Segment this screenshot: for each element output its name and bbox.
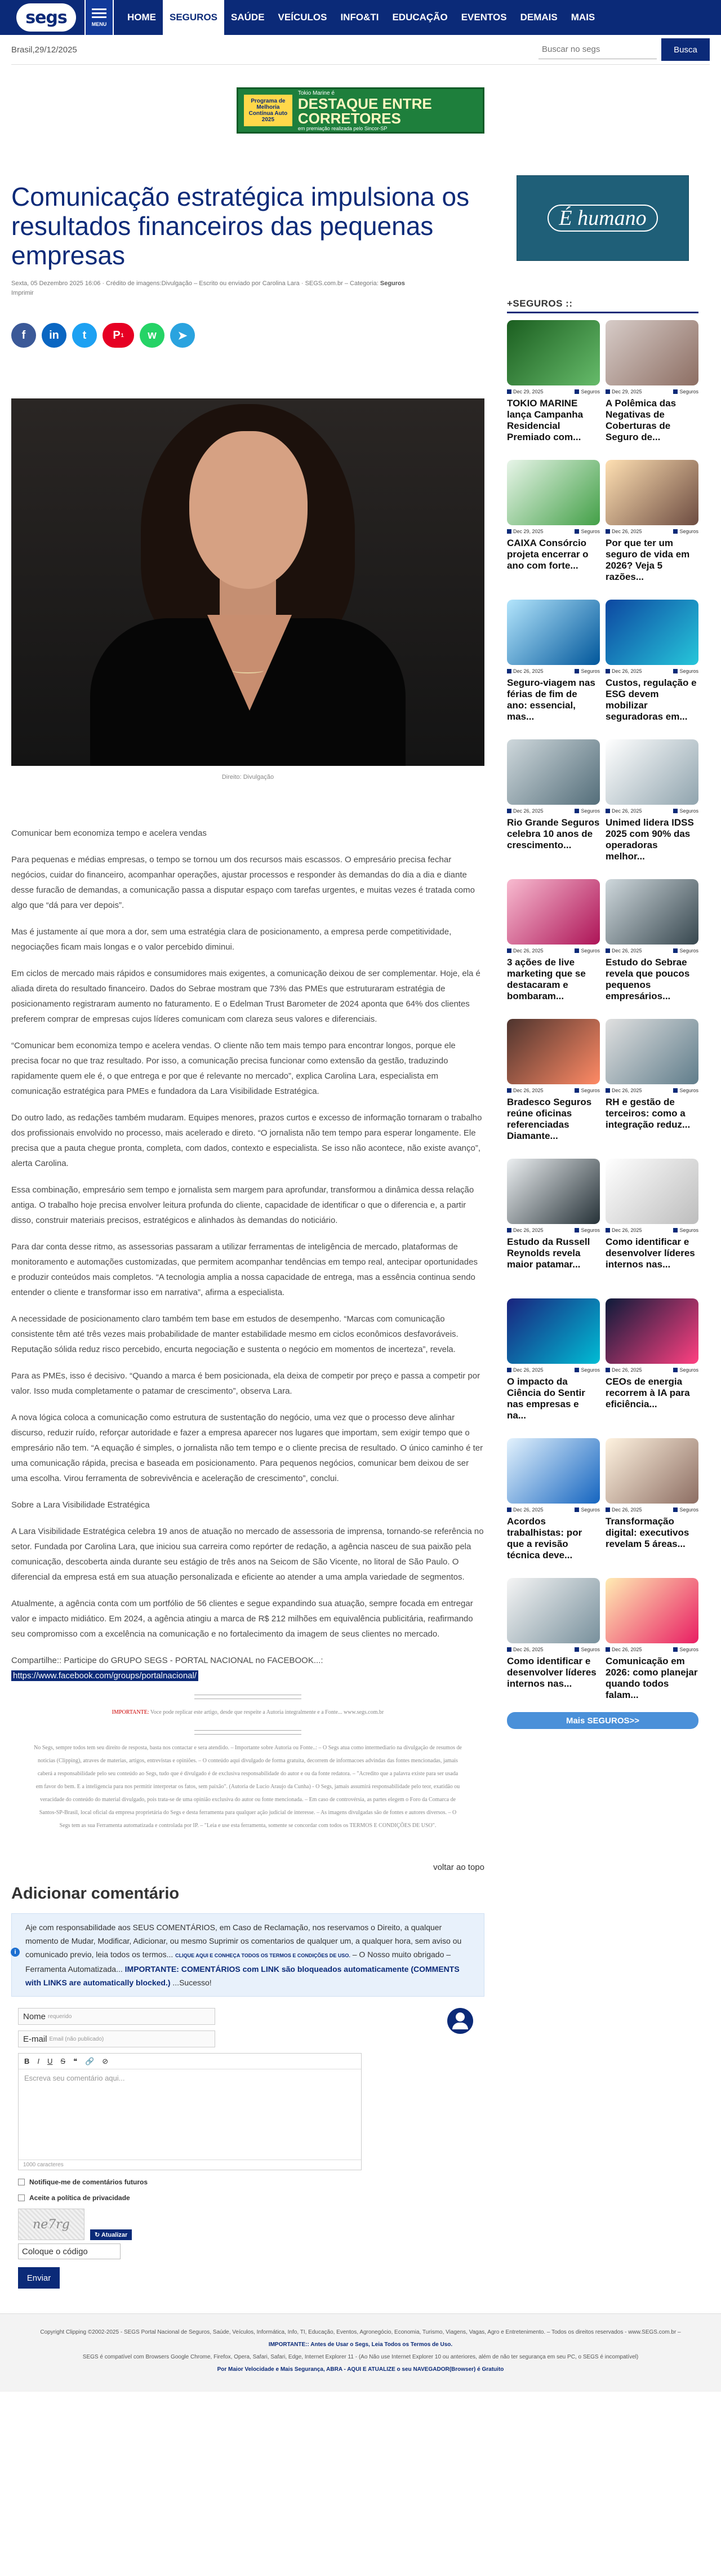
date-label: Dec 29, 2025	[606, 389, 642, 394]
news-card[interactable]	[606, 739, 698, 874]
date-label: Dec 26, 2025	[507, 1507, 544, 1513]
share-line: Compartilhe:: Participe do GRUPO SEGS - PORTAL NACIONAL no FACEBOOK...:	[11, 1656, 323, 1665]
news-title[interactable]: Estudo da Russell Reynolds revela maior patamar...	[507, 1236, 590, 1270]
terms-link[interactable]: CLIQUE AQUI E CONHEÇA TODOS OS TERMOS E CONDIÇÕES DE USO.	[175, 1953, 350, 1958]
calendar-icon	[606, 529, 610, 534]
logo-text: segs	[25, 7, 67, 28]
clear-format-icon[interactable]: ⊘	[102, 2056, 109, 2065]
user-avatar-icon	[447, 2008, 473, 2034]
date-label: Dec 26, 2025	[507, 1647, 544, 1652]
date-label: Dec 26, 2025	[606, 1507, 642, 1513]
news-card[interactable]	[606, 320, 698, 454]
submit-comment-button[interactable]: Enviar	[18, 2267, 60, 2289]
menu-button[interactable]	[84, 0, 114, 35]
disclaimer	[11, 1706, 484, 1719]
calendar-icon	[507, 1228, 511, 1232]
calendar-icon	[606, 389, 610, 394]
news-grid	[507, 320, 698, 1712]
news-title[interactable]: Comunicação em 2026: como planejar quando todos falam...	[606, 1656, 698, 1700]
underline-icon[interactable]: U	[47, 2057, 53, 2065]
news-card[interactable]	[606, 879, 698, 1013]
category-tag[interactable]: Seguros	[575, 668, 600, 674]
footer	[0, 2313, 721, 2392]
folder-icon	[575, 809, 579, 813]
footer-update-browser-link[interactable]: Por Maior Velocidade e Mais Segurança, ABRA - AQUI E ATUALIZE o seu NAVEGADOR(Browser) é Gratuito	[217, 2366, 504, 2373]
name-label: Nome	[23, 2011, 46, 2021]
nav-saude[interactable]: SAÚDE	[231, 12, 265, 23]
calendar-icon	[507, 389, 511, 394]
search-button[interactable]: Busca	[661, 38, 710, 61]
news-thumbnail[interactable]	[606, 739, 698, 805]
folder-icon	[575, 1508, 579, 1512]
category-tag[interactable]: Seguros	[673, 1227, 698, 1233]
footer-browser-note: SEGS é compatível com Browsers Google Chrome, Firefox, Opera, Safari, Safari, Edge, Internet Explorer 11 - (Ao Não use Internet Explorer 10 ou anteriores, além de não ter segurança em seu PC, o SEGS é incompatível)	[82, 2354, 639, 2360]
sidebar-ad[interactable]	[517, 175, 689, 261]
news-title[interactable]: 3 ações de live marketing que se destacaram e bombaram...	[507, 957, 586, 1001]
date-label: Dec 26, 2025	[507, 1088, 544, 1093]
news-thumbnail[interactable]	[507, 1298, 600, 1364]
article-photo	[11, 398, 484, 766]
news-thumbnail[interactable]	[606, 1438, 698, 1504]
news-card[interactable]	[606, 1298, 698, 1433]
notice-text: Aje com responsabilidade aos SEUS COMENTÁRIOS, em Caso de Reclamação, nos reservamos o Direito, a qualquer momento de Mudar, Modificar, Adicionar, ou mesmo Suprimir os comentarios de qualquer um, a qualquer hora, sem aviso ou comunicado previo, leia todos os termos...	[25, 1923, 462, 1959]
current-date: Brasil,29/12/2025	[11, 45, 77, 55]
news-card[interactable]	[606, 1578, 698, 1712]
name-hint: requerido	[48, 2013, 72, 2020]
paragraph: Mas é justamente aí que mora a dor, sem uma estratégia clara de posicionamento, a empresa perde competitividade, negociações ficam mais longas e o valor percebido diminui.	[11, 927, 452, 952]
italic-icon[interactable]: I	[37, 2057, 40, 2065]
calendar-icon	[507, 948, 511, 953]
news-card[interactable]	[507, 460, 600, 594]
date-label: Dec 29, 2025	[507, 389, 544, 394]
search-form	[538, 38, 710, 61]
news-card[interactable]	[606, 1159, 698, 1293]
news-thumbnail[interactable]	[606, 1578, 698, 1643]
calendar-icon	[507, 1368, 511, 1372]
category-link[interactable]: Seguros	[380, 280, 405, 287]
date-label: Dec 26, 2025	[507, 1367, 544, 1373]
news-thumbnail[interactable]	[507, 1578, 600, 1643]
news-title[interactable]: Unimed lidera IDSS 2025 com 90% das operadoras melhor...	[606, 817, 694, 862]
news-title[interactable]: CEOs de energia recorrem à IA para eficiência...	[606, 1376, 690, 1409]
comment-section	[11, 1885, 484, 2289]
comment-textarea[interactable]: Escreva seu comentário aqui...	[24, 2074, 125, 2082]
news-thumbnail[interactable]	[507, 460, 600, 525]
pinterest-icon[interactable]: P 1	[103, 323, 134, 348]
news-thumbnail[interactable]	[507, 320, 600, 385]
notice-text-2: – O Nosso muito obrigado – Ferramenta Automatizada...	[25, 1950, 451, 1974]
news-thumbnail[interactable]	[507, 1438, 600, 1504]
calendar-icon	[606, 948, 610, 953]
share-buttons	[11, 323, 484, 348]
paragraph: A necessidade de posicionamento claro também tem base em estudos de desempenho. “Marcas com comunicação consistente têm até três vezes mais probabilidade de manter estabilidade mesmo em ciclos econômicos desfavoráveis. Reputação sólida reduz risco percebido, encurta negociação e sustenta o negócio em momentos de incerteza”, revela.	[11, 1314, 459, 1354]
category-tag[interactable]: Seguros	[575, 529, 600, 534]
news-title[interactable]: Rio Grande Seguros celebra 10 anos de crescimento...	[507, 817, 600, 850]
article	[11, 182, 484, 2289]
paragraph: Para pequenas e médias empresas, o tempo se tornou um dos recursos mais escassos. O empresário precisa fechar negócios, cuidar do financeiro, acompanhar operações, ajustar processos e responder às demandas do dia a dia e diante desse furacão de demandas, a comunicação passa a disputar espaço com tarefas urgentes, e muitas vezes é tratada como algo que “dá para ver depois”.	[11, 855, 475, 910]
divider	[194, 1695, 301, 1699]
email-hint: Email (não publicado)	[49, 2036, 104, 2042]
news-card[interactable]	[507, 1298, 600, 1433]
folder-icon	[575, 1088, 579, 1093]
news-card[interactable]	[606, 1019, 698, 1153]
calendar-icon	[507, 1508, 511, 1512]
news-thumbnail[interactable]	[606, 1159, 698, 1224]
calendar-icon	[606, 1368, 610, 1372]
notice-end: ...Sucesso!	[172, 1978, 212, 1987]
date-label: Dec 26, 2025	[606, 668, 642, 674]
news-card[interactable]	[507, 1578, 600, 1712]
news-title[interactable]: Acordos trabalhistas: por que a revisão técnica deve...	[507, 1516, 582, 1560]
news-thumbnail[interactable]	[507, 600, 600, 665]
captcha-refresh-button[interactable]: ↻ Atualizar	[90, 2229, 132, 2240]
policy-checkbox[interactable]	[18, 2194, 25, 2201]
news-thumbnail[interactable]	[606, 600, 698, 665]
paragraph: “Comunicar bem economiza tempo e acelera vendas. O cliente não tem mais tempo para encontrar longos, porque ele precisa focar no que traz resultado. Por isso, a comunicação precisa funcionar como extensão da gestão, traduzindo rapidamente quem ele é, o que entrega e por que é relevante no mercado”, explica Carolina Lara, especialista em comunicação estratégica para PMEs e fundadora da Lara Visibilidade Estratégica.	[11, 1041, 456, 1096]
top-navigation	[0, 0, 721, 65]
folder-icon	[575, 1228, 579, 1232]
strike-icon[interactable]: S	[60, 2057, 66, 2065]
category-tag[interactable]: Seguros	[673, 948, 698, 954]
email-field[interactable]	[18, 2030, 215, 2047]
captcha-image: ne7rg	[18, 2209, 84, 2240]
calendar-icon	[606, 669, 610, 673]
paragraph: A nova lógica coloca a comunicação como estrutura de sustentação do negócio, uma vez que o processo deve alinhar discurso, reduzir ruído, reforçar autoridade e fazer a empresa aparecer nos lugares que importam, sem exigir tempo que o empresário não tem. “A equação é simples, o jornalista não tem tempo e o cliente precisa de resultado. O único caminho é ter uma comunicação rápida, precisa e baseada em posicionamento. Para pequenos negócios, comunicar bem deixou de ser uma escolha. Virou ferramenta de sobrevivência e aceleração de crescimento”, conclui.	[11, 1413, 483, 1483]
top-ad-banner[interactable]	[237, 87, 484, 134]
paragraph: Sobre a Lara Visibilidade Estratégica	[11, 1500, 150, 1510]
category-tag[interactable]: Seguros	[673, 529, 698, 534]
category-tag[interactable]: Seguros	[575, 1507, 600, 1513]
category-tag[interactable]: Seguros	[575, 1367, 600, 1373]
nav-educacao[interactable]: EDUCAÇÃO	[392, 12, 448, 23]
news-card[interactable]	[507, 320, 600, 454]
paragraph: Em ciclos de mercado mais rápidos e consumidores mais exigentes, a comunicação deixou de ser complementar. Hoje, ela é aliada direta do resultado financeiro. Dados do Sebrae mostram que 73% das PMEs que estruturaram estratégia de posicionamento registraram aumento no faturamento. E o Edelman Trust Barometer de 2024 aponta que 64% dos clientes preferem comprar de empresas cujos líderes comunicam com clareza seus valores e diferenciais.	[11, 969, 480, 1024]
category-tag[interactable]: Seguros	[575, 948, 600, 954]
news-title[interactable]: CAIXA Consórcio projeta encerrar o ano com forte...	[507, 538, 589, 571]
captcha-input[interactable]: Coloque o código	[18, 2244, 121, 2259]
paragraph: Comunicar bem economiza tempo e acelera vendas	[11, 828, 207, 838]
menu-label: MENU	[91, 21, 107, 27]
date-label: Dec 26, 2025	[606, 529, 642, 534]
folder-icon	[575, 1368, 579, 1372]
news-thumbnail[interactable]	[507, 1019, 600, 1084]
calendar-icon	[507, 529, 511, 534]
meta-text: Sexta, 05 Dezembro 2025 16:06 · Crédito de imagens:Divulgação – Escrito ou enviado por Carolina Lara · SEGS.com.br – Categoria:	[11, 280, 379, 287]
date-label: Dec 26, 2025	[507, 808, 544, 814]
news-card[interactable]	[507, 1438, 600, 1572]
linkedin-icon[interactable]: in	[42, 323, 66, 348]
calendar-icon	[606, 1508, 610, 1512]
nav-veiculos[interactable]: VEÍCULOS	[278, 12, 327, 23]
date-label: Dec 26, 2025	[606, 948, 642, 954]
nav-seguros[interactable]: SEGUROS	[163, 0, 224, 35]
date-label: Dec 26, 2025	[507, 948, 544, 954]
main-nav	[121, 0, 602, 35]
sidebar-section-title: +SEGUROS ::	[507, 298, 698, 313]
news-title[interactable]: A Polêmica das Negativas de Coberturas de Seguro de...	[606, 398, 677, 442]
category-tag[interactable]: Seguros	[673, 1507, 698, 1513]
article-body	[11, 826, 484, 1683]
calendar-icon	[507, 1088, 511, 1093]
disclaimer-important: IMPORTANTE:	[112, 1709, 149, 1715]
link-icon[interactable]: 🔗	[85, 2056, 95, 2065]
category-tag[interactable]: Seguros	[673, 1647, 698, 1652]
category-tag[interactable]: Seguros	[673, 808, 698, 814]
news-title[interactable]: Custos, regulação e ESG devem mobilizar seguradoras em...	[606, 677, 697, 722]
folder-icon	[575, 389, 579, 394]
date-label: Dec 26, 2025	[606, 808, 642, 814]
folder-icon	[673, 1368, 678, 1372]
category-tag[interactable]: Seguros	[575, 389, 600, 394]
folder-icon	[575, 669, 579, 673]
article-meta	[11, 279, 484, 298]
news-thumbnail[interactable]	[606, 879, 698, 945]
paragraph: Do outro lado, as redações também mudaram. Equipes menores, prazos curtos e excesso de informação tornaram o trabalho dos profissionais envolvido no processo, mais acelerado e direto. “O jornalista não tem tempo para esperar longamente. Ele precisa que a pauta chegue pronta, completa, com dados, contexto e especialista. Se isso não acontece, não existe avanço”, alerta Carolina.	[11, 1113, 482, 1168]
editor-toolbar	[19, 2054, 361, 2069]
banner-foot: em premiação realizada pelo Sincor-SP	[297, 125, 388, 131]
date-label: Dec 29, 2025	[507, 529, 544, 534]
divider	[194, 1730, 301, 1735]
disclaimer-body: No Segs, sempre todos tem seu direito de resposta, basta nos contactar e sera atendido. – Importante sobre Autoria ou Fonte..: – O Segs atua como intermediario na divulgação de resumos de noticias (Clipping), atraves de materias, artigos, entrevistas e opiniões. – O conteúdo aqui divulgado de forma gratuita, decorrem de informacoes advindas das fontes mencionadas, jamais caberá a responsabilidade pelo seu conteúdo ao Segs, tudo que é divulgado é de exclusiva responsabilidade do autor e ou da fonte redatora. – "Acredito que a palavra existe para ser usada em favor do bem. E a inteligencia para nos permitir interpretar os fatos, sem paixão". (Autoria de Lucio Araujo da Cunha) - O Segs, jamais assumirá responsabilidade pelo teor, exatidão ou veracidade do conteúdo do material divulgado, pois trata-se de uma opinião exclusiva do autor ou fonte mencionada. – Em caso de controvérsia, as partes elegem o Foro da Comarca de Santos-SP-Brasil, local oficial da empresa proprietária do Segs e desta ferramenta para qualquer ação judicial de interesse. – As imagens divulgadas são de fontes e autores diversos. – O Segs tem as sua Ferramenta automatizada e controlada por IP. – "Leia e use esta ferramenta, somente se concordar com todos os TERMOS E CONDIÇÕES DE USO".	[34, 1745, 462, 1829]
notify-checkbox[interactable]	[18, 2179, 25, 2185]
category-tag[interactable]: Seguros	[673, 1088, 698, 1093]
news-title[interactable]: Estudo do Sebrae revela que poucos pequenos empresários...	[606, 957, 690, 1001]
news-title[interactable]: Seguro-viagem nas férias de fim de ano: essencial, mas...	[507, 677, 595, 722]
facebook-icon[interactable]: f	[11, 323, 36, 348]
news-title[interactable]: RH e gestão de terceiros: como a integração reduz...	[606, 1097, 691, 1130]
comment-form	[11, 2008, 484, 2289]
category-tag[interactable]: Seguros	[575, 1088, 600, 1093]
bold-icon[interactable]: B	[24, 2057, 30, 2065]
paragraph: A Lara Visibilidade Estratégica celebra 19 anos de atuação no mercado de assessoria de imprensa, tornando-se referência no setor. Fundada por Carolina Lara, que iniciou sua carreira como repórter de redação, a agência nasceu de sua paixão pela comunicação, descoberta ainda durante seu estágio de três anos na Seicom de São Vicente, no litoral de São Paulo. O diferencial da empresa está em sua atuação personalizada e eficiente ao atender a uma ampla variedade de segmentos.	[11, 1527, 484, 1582]
news-title[interactable]: Como identificar e desenvolver líderes internos nas...	[507, 1656, 597, 1689]
news-title[interactable]: Bradesco Seguros reúne oficinas referenciadas Diamante...	[507, 1097, 592, 1141]
comment-editor	[18, 2053, 362, 2170]
calendar-icon	[507, 1647, 511, 1652]
news-card[interactable]	[606, 460, 698, 594]
category-tag[interactable]: Seguros	[575, 808, 600, 814]
date-label: Dec 26, 2025	[606, 1088, 642, 1093]
paragraph: Para dar conta desse ritmo, as assessorias passaram a utilizar ferramentas de inteligência de mercado, plataformas de monitoramento e automações customizadas, que permitem acompanhar tendências em tempo real, antecipar oportunidades e produzir conteúdos mais completos. “A tecnologia amplia a nossa capacidade de entrega, mas a essência continua sendo entender o cliente e transformar isso em narrativa”, afirma a especialista.	[11, 1242, 478, 1297]
policy-label: Aceite a política de privacidade	[29, 2194, 130, 2202]
news-thumbnail[interactable]	[606, 1298, 698, 1364]
news-card[interactable]	[507, 879, 600, 1013]
news-thumbnail[interactable]	[606, 1019, 698, 1084]
banner-headline: DESTAQUE ENTRE CORRETORES	[297, 95, 432, 127]
email-label: E-mail	[23, 2034, 47, 2044]
name-field[interactable]	[18, 2008, 215, 2025]
nav-info-ti[interactable]: INFO&TI	[340, 12, 379, 23]
notify-label: Notifique-me de comentários futuros	[29, 2178, 148, 2186]
whatsapp-icon[interactable]: w	[140, 323, 164, 348]
article-title: Comunicação estratégica impulsiona os resultados financeiros das pequenas empresas	[11, 182, 470, 270]
quote-icon[interactable]: ❝	[73, 2056, 78, 2065]
category-tag[interactable]: Seguros	[575, 1647, 600, 1652]
news-card[interactable]	[507, 739, 600, 874]
banner-badge: Programa de Melhoria Contínua Auto 2025	[244, 95, 292, 126]
news-thumbnail[interactable]	[507, 879, 600, 945]
facebook-group-link[interactable]: https://www.facebook.com/groups/portalnacional/	[11, 1670, 198, 1681]
news-card[interactable]	[606, 1438, 698, 1572]
news-card[interactable]	[507, 1159, 600, 1293]
folder-icon	[673, 1647, 678, 1652]
twitter-icon[interactable]: t	[72, 323, 97, 348]
nav-eventos[interactable]: EVENTOS	[461, 12, 507, 23]
category-tag[interactable]: Seguros	[575, 1227, 600, 1233]
folder-icon	[673, 389, 678, 394]
calendar-icon	[507, 669, 511, 673]
date-label: Dec 26, 2025	[507, 1227, 544, 1233]
folder-icon	[673, 948, 678, 953]
hamburger-icon	[92, 8, 106, 10]
news-title[interactable]: Por que ter um seguro de vida em 2026? Veja 5 razões...	[606, 538, 690, 582]
share-count: 1	[121, 332, 124, 338]
paragraph: Para as PMEs, isso é decisivo. “Quando a marca é bem posicionada, ela deixa de competir por preço e passa a competir por valor. Isso muda completamente o patamar de crescimento”, observa Lara.	[11, 1371, 480, 1396]
category-tag[interactable]: Seguros	[673, 389, 698, 394]
news-title[interactable]: Transformação digital: executivos revelam 5 áreas...	[606, 1516, 689, 1549]
back-to-top-link[interactable]: voltar ao topo	[433, 1863, 484, 1872]
footer-terms-link[interactable]: IMPORTANTE:: Antes de Usar o Segs, Leia Todos os Termos de Uso.	[268, 2342, 453, 2348]
comment-title: Adicionar comentário	[11, 1885, 180, 1903]
banner-small: Tokio Marine é	[297, 90, 335, 96]
category-tag[interactable]: Seguros	[673, 668, 698, 674]
ad-text: É humano	[548, 205, 657, 232]
more-seguros-button[interactable]: Mais SEGUROS>>	[507, 1712, 698, 1729]
news-thumbnail[interactable]	[606, 460, 698, 525]
paragraph: Atualmente, a agência conta com um portfólio de 56 clientes e segue expandindo sua atuação, sempre focada em entregar valor e impacto midiático. Em 2024, a agência atingiu a marca de R$ 212 milhões em equivalência publicitária, reafirmando seu compromisso com a excelência na comunicação e no fortalecimento da imagem de seus clientes no mercado.	[11, 1599, 473, 1639]
calendar-icon	[606, 809, 610, 813]
print-link[interactable]: Imprimir	[11, 290, 34, 296]
date-label: Dec 26, 2025	[606, 1647, 642, 1652]
nav-mais[interactable]: MAIS	[571, 12, 595, 23]
photo-caption: Direito: Divulgação	[221, 774, 274, 781]
news-card[interactable]	[507, 600, 600, 734]
disclaimer-line-1: Voce pode replicar este artigo, desde que respeite a Autoria integralmente e a Fonte... www.segs.com.br	[150, 1709, 384, 1715]
paragraph: Essa combinação, empresário sem tempo e jornalista sem margem para aprofundar, transformou a dinâmica dessa relação antiga. O trabalho hoje precisa envolver leitura profunda do cliente, capacidade de identificar o que o diferencia e, a partir disso, construir materiais precisos, estratégicos e alinhados às demandas do noticiário.	[11, 1185, 474, 1225]
comment-notice	[11, 1913, 484, 1997]
folder-icon	[575, 1647, 579, 1652]
folder-icon	[575, 529, 579, 534]
search-input[interactable]	[538, 40, 657, 59]
date-label: Dec 26, 2025	[606, 1227, 642, 1233]
nav-demais[interactable]: DEMAIS	[520, 12, 558, 23]
news-title[interactable]: TOKIO MARINE lança Campanha Residencial Premiado com...	[507, 398, 584, 442]
category-tag[interactable]: Seguros	[673, 1367, 698, 1373]
date-label: Dec 26, 2025	[606, 1367, 642, 1373]
char-counter: 1000 caracteres	[19, 2160, 361, 2170]
news-card[interactable]	[606, 600, 698, 734]
folder-icon	[673, 809, 678, 813]
news-thumbnail[interactable]	[507, 1159, 600, 1224]
folder-icon	[673, 1508, 678, 1512]
news-thumbnail[interactable]	[507, 739, 600, 805]
telegram-icon[interactable]: ➤	[170, 323, 195, 348]
folder-icon	[575, 948, 579, 953]
calendar-icon	[507, 809, 511, 813]
folder-icon	[673, 669, 678, 673]
folder-icon	[673, 1228, 678, 1232]
segs-logo[interactable]	[11, 0, 81, 35]
news-thumbnail[interactable]	[606, 320, 698, 385]
news-title[interactable]: O impacto da Ciência do Sentir nas empresas e na...	[507, 1376, 585, 1421]
nav-home[interactable]: HOME	[127, 12, 156, 23]
news-card[interactable]	[507, 1019, 600, 1153]
calendar-icon	[606, 1647, 610, 1652]
news-title[interactable]: Como identificar e desenvolver líderes internos nas...	[606, 1236, 695, 1270]
notice-important: IMPORTANTE: COMENTÁRIOS com LINK são bloqueados automaticamente (COMMENTS with LINKS are automatically blocked.)	[25, 1965, 460, 1987]
divider	[11, 64, 710, 65]
calendar-icon	[606, 1228, 610, 1232]
calendar-icon	[606, 1088, 610, 1093]
date-label: Dec 26, 2025	[507, 668, 544, 674]
sidebar	[507, 175, 698, 2289]
footer-copyright: Copyright Clipping ©2002-2025 - SEGS Portal Nacional de Seguros, Saúde, Veículos, Informática, Info, TI, Educação, Eventos, Agronegócio, Economia, Turismo, Viagens, Vagas, Agro e Entretenimento. – Todos os direitos reservados - www.SEGS.com.br –	[40, 2329, 681, 2335]
folder-icon	[673, 1088, 678, 1093]
folder-icon	[673, 529, 678, 534]
